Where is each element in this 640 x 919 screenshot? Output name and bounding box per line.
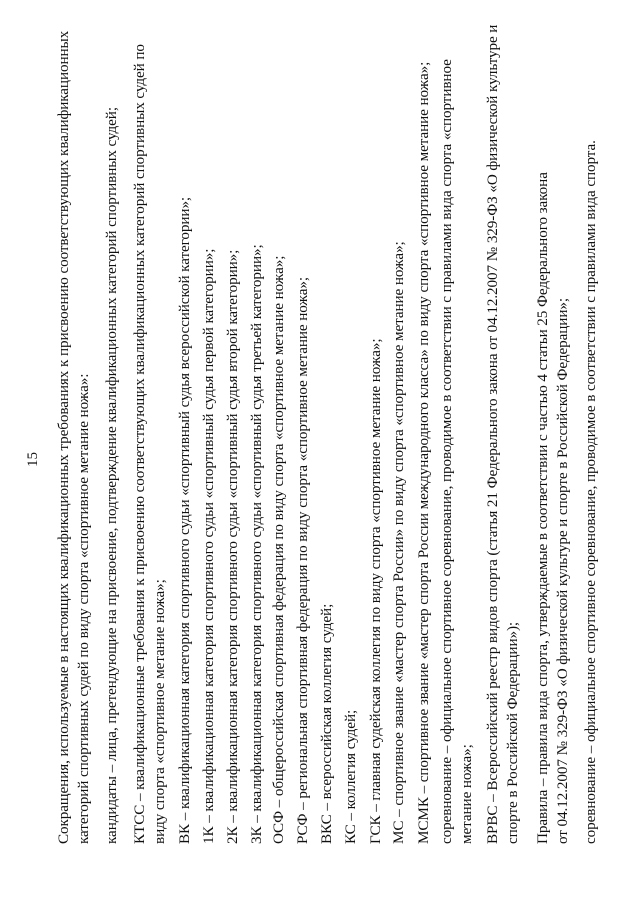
- text-line: Сокращения, используемые в настоящих квалификационных требованиях к присвоению соответствующих квалификационных: [55, 30, 72, 844]
- text-line: кандидаты – лица, претендующие на присвоение, подтверждение квалификационных категорий спортивных судей;: [103, 107, 120, 844]
- text-line: КТСС – квалификационные требования к присвоению соответствующих квалификационных категорий спортивных судей по: [131, 44, 148, 844]
- text-line: спорте в Российской Федерации»);: [504, 621, 521, 844]
- text-line: соревнование – официальное спортивное соревнование, проводимое в соответствии с правилами вида спорта «спортивное: [438, 59, 455, 844]
- text-line: КС – коллегия судей;: [342, 709, 359, 844]
- text-line: категорий спортивных судей по виду спорта «спортивное метание ножа»:: [75, 373, 92, 844]
- text-line: виду спорта «спортивное метание ножа»;: [151, 579, 168, 844]
- text-line: ВК – квалификационная категория спортивного судьи «спортивный судья всероссийской категории»;: [176, 196, 193, 844]
- text-line: 1К – квалификационная категория спортивного судьи «спортивный судья первой категории»;: [200, 248, 217, 844]
- text-line: ВРВС – Всероссийский реестр видов спорта (статья 21 Федерального закона от 04.12.2007 № 329-ФЗ «О физической культуре и: [484, 24, 501, 844]
- text-line: МСМК – спортивное звание «мастер спорта России международного класса» по виду спорта «спортивное метание ножа»;: [415, 61, 432, 844]
- text-line: МС – спортивное звание «мастер спорта России» по виду спорта «спортивное метание ножа»;: [390, 241, 407, 844]
- text-line: РСФ – региональная спортивная федерация по виду спорта «спортивное метание ножа»;: [294, 276, 311, 844]
- text-line: 2К – квалификационная категория спортивного судьи «спортивный судья второй категории»;: [224, 249, 241, 844]
- text-line: ГСК – главная судейская коллегия по виду спорта «спортивное метание ножа»;: [367, 338, 384, 844]
- text-line: соревнование – официальное спортивное соревнование, проводимое в соответствии с правилами вида спорта.: [582, 140, 599, 844]
- text-line: от 04.12.2007 № 329-ФЗ «О физической культуре и спорте в Российской Федерации»;: [554, 298, 571, 844]
- page-number: 15: [25, 452, 41, 467]
- text-line: ВКС – всероссийская коллегия судей;: [318, 603, 335, 844]
- text-line: ОСФ – общероссийская спортивная федерация по виду спорта «спортивное метание ножа»;: [270, 255, 287, 844]
- text-line: метание ножа»;: [458, 744, 475, 844]
- text-line: 3К – квалификационная категория спортивного судьи «спортивный судья третьей категории»;: [248, 244, 265, 844]
- text-line: Правила – правила вида спорта, утверждаемые в соответствии с частью 4 статьи 25 Федерального закона: [534, 172, 551, 844]
